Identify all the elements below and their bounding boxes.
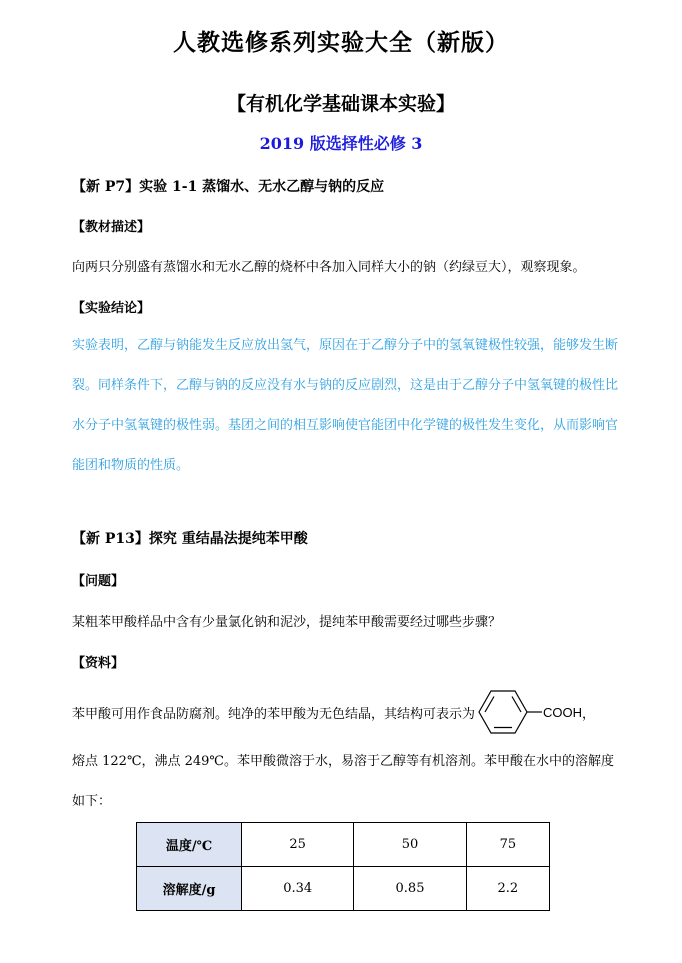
textbook-description-text: 向两只分别盛有蒸馏水和无水乙醇的烧杯中各加入同样大小的钠（约绿豆大），观察现象。 (72, 260, 586, 275)
experiment-1-heading: 【新 P7】实验 1-1 蒸馏水、无水乙醇与钠的反应 (72, 179, 385, 195)
table-row (137, 823, 550, 867)
table-cell: 25 (242, 823, 354, 867)
table-cell: 0.85 (354, 867, 466, 911)
experiment-conclusion-text: 实验表明，乙醇与钠能发生反应放出氢气，原因在于乙醇分子中的氢氧键极性较强，能够发生断裂。同样条件下，乙醇与钠的反应没有水与钠的反应剧烈，这是由于乙醇分子中氢氧键的极性比水分子中氢氧键的极性弱。基团之间的相互影响使官能团中化学键的极性发生变化，从而影响官能团和物质的性质。 (72, 338, 619, 473)
question-text: 某粗苯甲酸样品中含有少量氯化钠和泥沙，提纯苯甲酸需要经过哪些步骤？ (72, 615, 502, 630)
cooh-group-label: COOH (543, 704, 583, 720)
table-cell: 2.2 (466, 867, 549, 911)
benzoic-acid-structure (477, 688, 582, 736)
benzene-ring-icon (477, 688, 543, 736)
material-text-part-1: 苯甲酸可用作食品防腐剂。纯净的苯甲酸为无色结晶，其结构可表示为 (72, 706, 476, 722)
experiment-2-heading: 【新 P13】探究 重结晶法提纯苯甲酸 (72, 531, 308, 547)
question-label: 【问题】 (72, 574, 125, 589)
temperature-header: 温度/℃ (137, 823, 242, 867)
edition-label: 2019 版选择性必修 3 (259, 134, 423, 153)
table-row (137, 867, 550, 911)
solubility-table (136, 822, 550, 911)
material-text-part-2: 熔点 122℃，沸点 249℃。苯甲酸微溶于水，易溶于乙醇等有机溶剂。苯甲酸在水中的溶解度如下： (72, 754, 614, 809)
table-cell: 75 (466, 823, 549, 867)
experiment-conclusion-label: 【实验结论】 (72, 301, 151, 316)
material-text-comma: ， (582, 706, 596, 722)
material-label: 【资料】 (72, 656, 125, 671)
textbook-description-label: 【教材描述】 (72, 220, 151, 235)
material-text-line (72, 688, 595, 736)
table-cell: 50 (354, 823, 466, 867)
solubility-header: 溶解度/g (137, 867, 242, 911)
document-title: 人教选修系列实验大全（新版） (173, 29, 509, 56)
table-cell: 0.34 (242, 867, 354, 911)
section-subtitle: 【有机化学基础课本实验】 (226, 93, 455, 115)
